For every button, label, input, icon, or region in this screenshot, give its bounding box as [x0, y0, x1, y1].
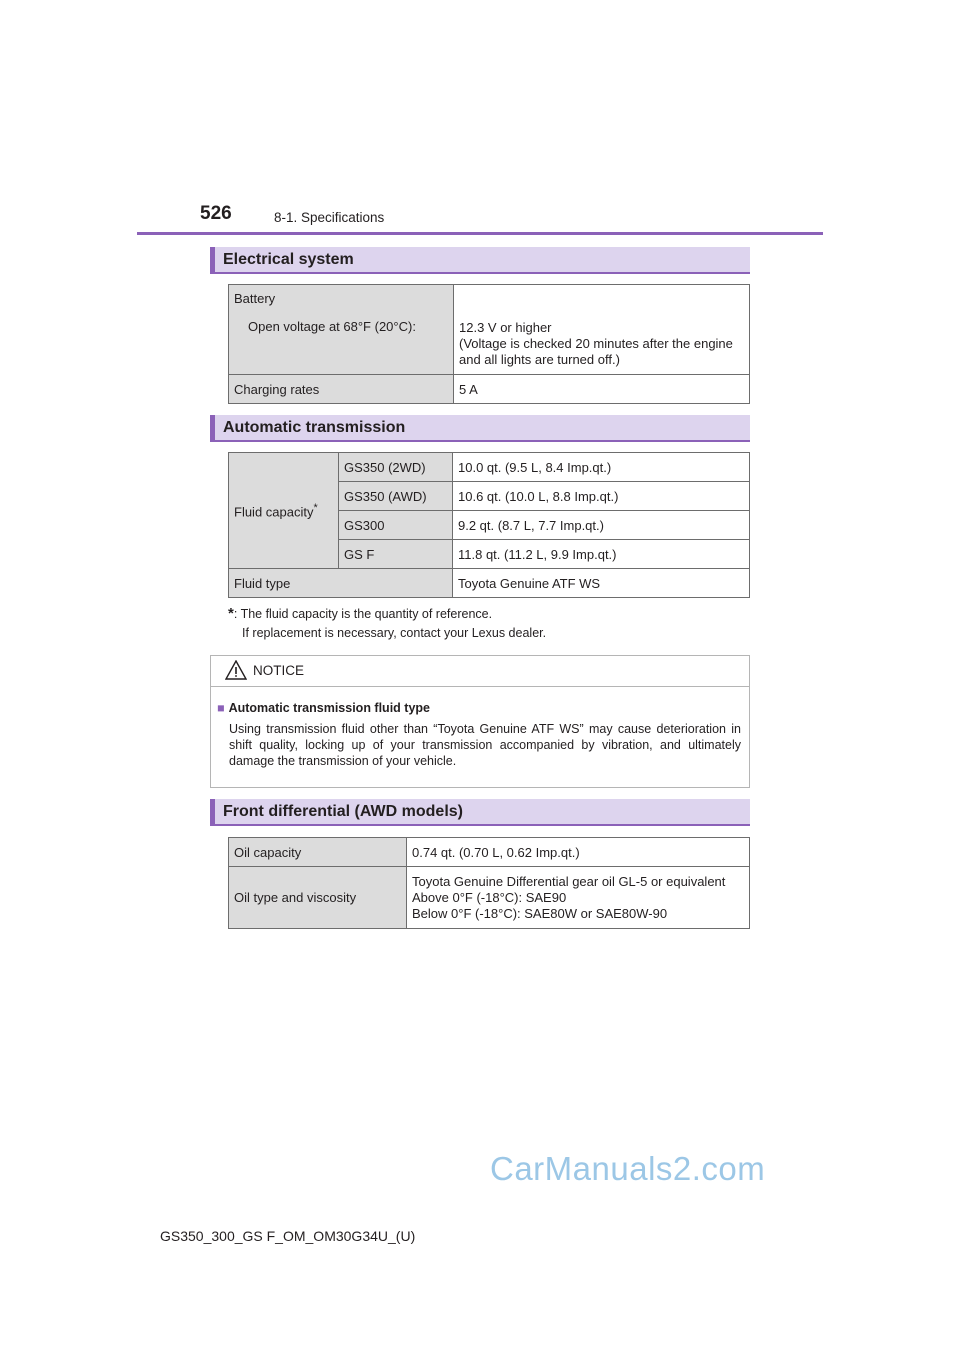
table-row [229, 285, 750, 375]
footnote-line-2: If replacement is necessary, contact your Lexus dealer. [242, 626, 547, 640]
automatic-transmission-title: Automatic transmission [223, 419, 406, 436]
open-voltage-value-cell [454, 285, 750, 375]
fluid-type-label: Fluid type [229, 569, 453, 598]
front-differential-title: Front differential (AWD models) [223, 803, 463, 820]
open-voltage-value: 12.3 V or higher [459, 320, 552, 335]
document-code: GS350_300_GS F_OM_OM30G34U_(U) [160, 1228, 416, 1244]
charging-rates-value: 5 A [454, 375, 750, 404]
footnote-star: * [228, 605, 234, 622]
capacity-gs-f: 11.8 qt. (11.2 L, 9.9 Imp.qt.) [453, 540, 750, 569]
table-row [229, 867, 750, 929]
heading-bar [210, 415, 215, 440]
open-voltage-note-1: (Voltage is checked 20 minutes after the engine [459, 336, 733, 351]
oil-type-value-cell [407, 867, 750, 929]
electrical-system-heading [210, 247, 750, 274]
oil-type-line-1: Toyota Genuine Differential gear oil GL-5 or equivalent [412, 873, 726, 889]
model-gs300: GS300 [339, 511, 453, 540]
notice-body: Using transmission fluid other than “Toyota Genuine ATF WS” may cause deterioration in shift quality, locking up of your transmission accompanied by vibration, and ultimately damage the transmission of your vehicle. [229, 722, 741, 768]
battery-label: Battery [234, 291, 276, 306]
heading-bar [210, 247, 215, 272]
notice-heading: ■ Automatic transmission fluid type [217, 701, 430, 715]
warning-triangle-icon [225, 660, 247, 685]
fluid-capacity-cell [229, 453, 339, 569]
section-title: 8-1. Specifications [274, 210, 385, 225]
header-rule [137, 232, 823, 235]
oil-capacity-value: 0.74 qt. (0.70 L, 0.62 Imp.qt.) [407, 838, 750, 867]
automatic-transmission-heading [210, 415, 750, 442]
front-differential-table [228, 837, 750, 929]
oil-type-line-2: Above 0°F (-18°C): SAE90 [412, 889, 567, 905]
oil-type-line-3: Below 0°F (-18°C): SAE80W or SAE80W-90 [412, 905, 668, 921]
front-differential-heading [210, 799, 750, 826]
battery-cell [229, 285, 454, 375]
model-gs350-2wd: GS350 (2WD) [339, 453, 453, 482]
table-row [229, 375, 750, 404]
fluid-capacity-star: * [313, 501, 318, 514]
model-gs-f: GS F [339, 540, 453, 569]
heading-bar [210, 799, 215, 824]
notice-label: NOTICE [253, 663, 305, 678]
table-row [229, 453, 750, 482]
square-bullet-icon: ■ [217, 701, 225, 715]
table-row [229, 569, 750, 598]
open-voltage-note-2: and all lights are turned off.) [459, 352, 620, 367]
oil-capacity-label: Oil capacity [229, 838, 407, 867]
notice-header [211, 656, 749, 687]
footnote-line-1: *: The fluid capacity is the quantity of reference. [228, 605, 493, 622]
capacity-gs350-2wd: 10.0 qt. (9.5 L, 8.4 Imp.qt.) [453, 453, 750, 482]
model-gs350-awd: GS350 (AWD) [339, 482, 453, 511]
page-number: 526 [200, 203, 232, 224]
table-row [229, 838, 750, 867]
capacity-gs350-awd: 10.6 qt. (10.0 L, 8.8 Imp.qt.) [453, 482, 750, 511]
electrical-system-title: Electrical system [223, 251, 354, 268]
fluid-capacity-label: Fluid capacity [234, 504, 314, 520]
capacity-gs300: 9.2 qt. (8.7 L, 7.7 Imp.qt.) [453, 511, 750, 540]
watermark: CarManuals2.com [490, 1150, 766, 1187]
fluid-type-value: Toyota Genuine ATF WS [453, 569, 750, 598]
transmission-table [228, 452, 750, 598]
oil-type-label: Oil type and viscosity [229, 867, 407, 929]
transmission-footnote [228, 604, 546, 643]
charging-rates-label: Charging rates [229, 375, 454, 404]
open-voltage-label: Open voltage at 68°F (20°C): [248, 319, 416, 334]
notice-box [210, 655, 750, 788]
electrical-table [228, 284, 750, 404]
